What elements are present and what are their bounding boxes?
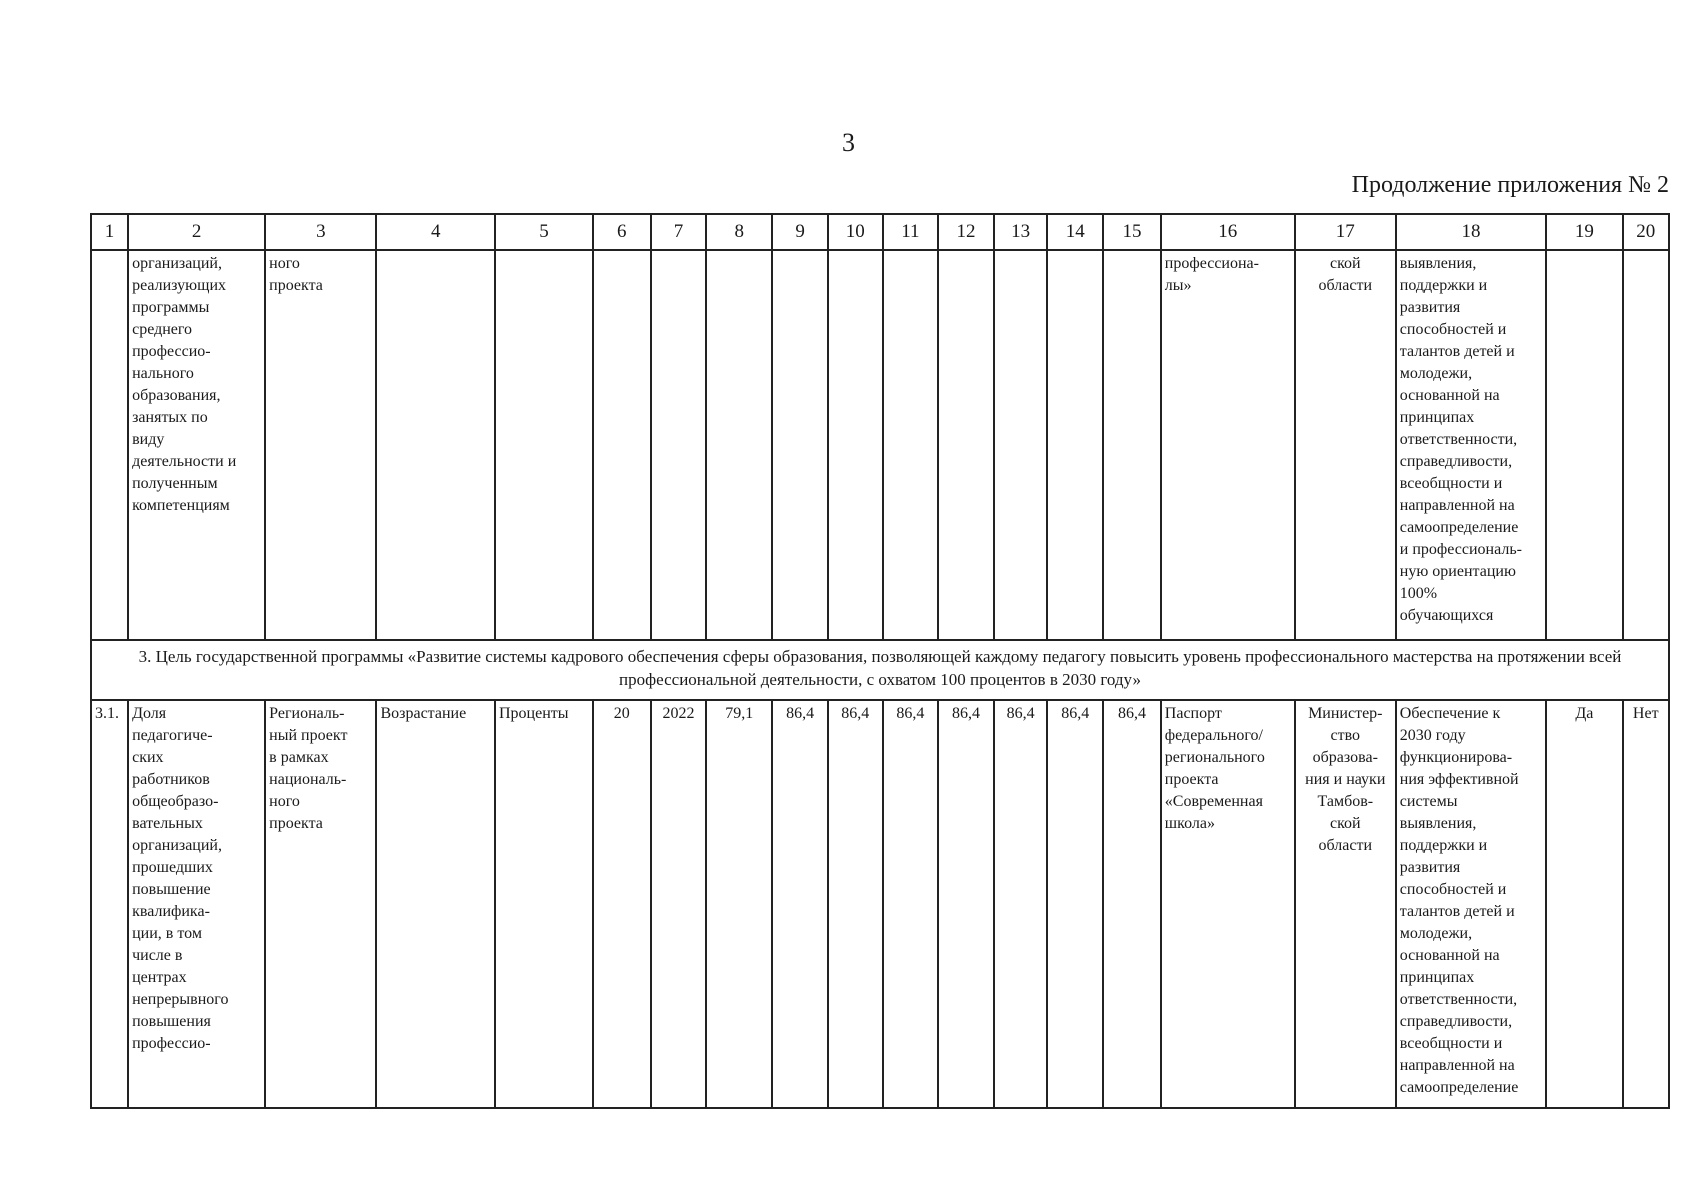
- cell-value-2027: 86,4: [883, 700, 939, 1108]
- page-number: 3: [842, 128, 855, 157]
- cell-link-to-goals: Обеспечение к 2030 году функционирова- ния эффективной системы выявления, поддержки и развития способностей и талантов детей и молодежи, основанной на принципах ответственности, справедливости, всеобщности и направленной на самоопределение: [1396, 700, 1546, 1108]
- goal-row: [91, 640, 1669, 700]
- col-number-7: 7: [651, 214, 707, 250]
- cell-base-year: 2022: [651, 700, 707, 1108]
- cell-c10: [828, 250, 883, 640]
- cell-dynamics: Возрастание: [376, 700, 495, 1108]
- cell-flag-no: Нет: [1623, 700, 1669, 1108]
- cell-c6: [593, 250, 651, 640]
- cell-c19: [1546, 250, 1622, 640]
- goal-3-text: 3. Цель государственной программы «Развитие системы кадрового обеспечения сферы образования, позволяющей каждому педагогу повысить уровень профессионального мастерства на протяжении всей профессиональной деятельности, с охватом 100 процентов в 2030 году»: [91, 640, 1669, 700]
- appendix-caption: Продолжение приложения № 2: [1351, 172, 1669, 198]
- col-number-4: 4: [376, 214, 495, 250]
- cell-row-number: 3.1.: [91, 700, 128, 1108]
- col-number-3: 3: [265, 214, 376, 250]
- cell-c5: [495, 250, 593, 640]
- cell-c20: [1623, 250, 1669, 640]
- indicators-table: [90, 213, 1670, 1109]
- cell-unit: Проценты: [495, 700, 593, 1108]
- cell-responsible: Министер- ство образова- ния и науки Тамбов- ской области: [1295, 700, 1396, 1108]
- cell-c4: [376, 250, 495, 640]
- column-number-row: [91, 214, 1669, 250]
- col-number-6: 6: [593, 214, 651, 250]
- col-number-12: 12: [938, 214, 994, 250]
- col-number-15: 15: [1103, 214, 1161, 250]
- col-number-13: 13: [994, 214, 1048, 250]
- cell-c7: [651, 250, 707, 640]
- cell-project-level: ного проекта: [265, 250, 376, 640]
- cell-value-target: 86,4: [1103, 700, 1161, 1108]
- cell-value-2026: 86,4: [828, 700, 883, 1108]
- cell-c12: [938, 250, 994, 640]
- col-number-19: 19: [1546, 214, 1622, 250]
- table-row-continued: [91, 250, 1669, 640]
- col-number-2: 2: [128, 214, 265, 250]
- table-row-3-1: [91, 700, 1669, 1108]
- cell-c9: [772, 250, 828, 640]
- cell-base-value: 20: [593, 700, 651, 1108]
- col-number-1: 1: [91, 214, 128, 250]
- cell-c8: [706, 250, 772, 640]
- cell-link-to-goals: выявления, поддержки и развития способностей и талантов детей и молодежи, основанной на принципах ответственности, справедливости, всеобщности и направленной на самоопределение и профессиональ- ную ориентацию 100% обучающихся: [1396, 250, 1546, 640]
- col-number-20: 20: [1623, 214, 1669, 250]
- cell-value-2024: 79,1: [706, 700, 772, 1108]
- col-number-17: 17: [1295, 214, 1396, 250]
- cell-document: Паспорт федерального/ регионального проекта «Современная школа»: [1161, 700, 1295, 1108]
- cell-responsible: ской области: [1295, 250, 1396, 640]
- cell-value-2028: 86,4: [938, 700, 994, 1108]
- col-number-11: 11: [883, 214, 939, 250]
- col-number-8: 8: [706, 214, 772, 250]
- cell-document: профессиона- лы»: [1161, 250, 1295, 640]
- cell-indicator-name: Доля педагогиче- ских работников общеобразо- вательных организаций, прошедших повышение квалифика- ции, в том числе в центрах непрерывного повышения профессио-: [128, 700, 265, 1108]
- col-number-14: 14: [1047, 214, 1103, 250]
- cell-c1: [91, 250, 128, 640]
- col-number-18: 18: [1396, 214, 1546, 250]
- cell-value-2030: 86,4: [1047, 700, 1103, 1108]
- col-number-10: 10: [828, 214, 883, 250]
- col-number-5: 5: [495, 214, 593, 250]
- cell-c14: [1047, 250, 1103, 640]
- cell-project-level: Региональ- ный проект в рамках националь- ного проекта: [265, 700, 376, 1108]
- cell-indicator-name: организаций, реализующих программы среднего профессио- нального образования, занятых по виду деятельности и полученным компетенциям: [128, 250, 265, 640]
- cell-c13: [994, 250, 1048, 640]
- cell-value-2029: 86,4: [994, 700, 1048, 1108]
- col-number-16: 16: [1161, 214, 1295, 250]
- cell-c11: [883, 250, 939, 640]
- cell-value-2025: 86,4: [772, 700, 828, 1108]
- cell-c15: [1103, 250, 1161, 640]
- col-number-9: 9: [772, 214, 828, 250]
- cell-flag-yes: Да: [1546, 700, 1622, 1108]
